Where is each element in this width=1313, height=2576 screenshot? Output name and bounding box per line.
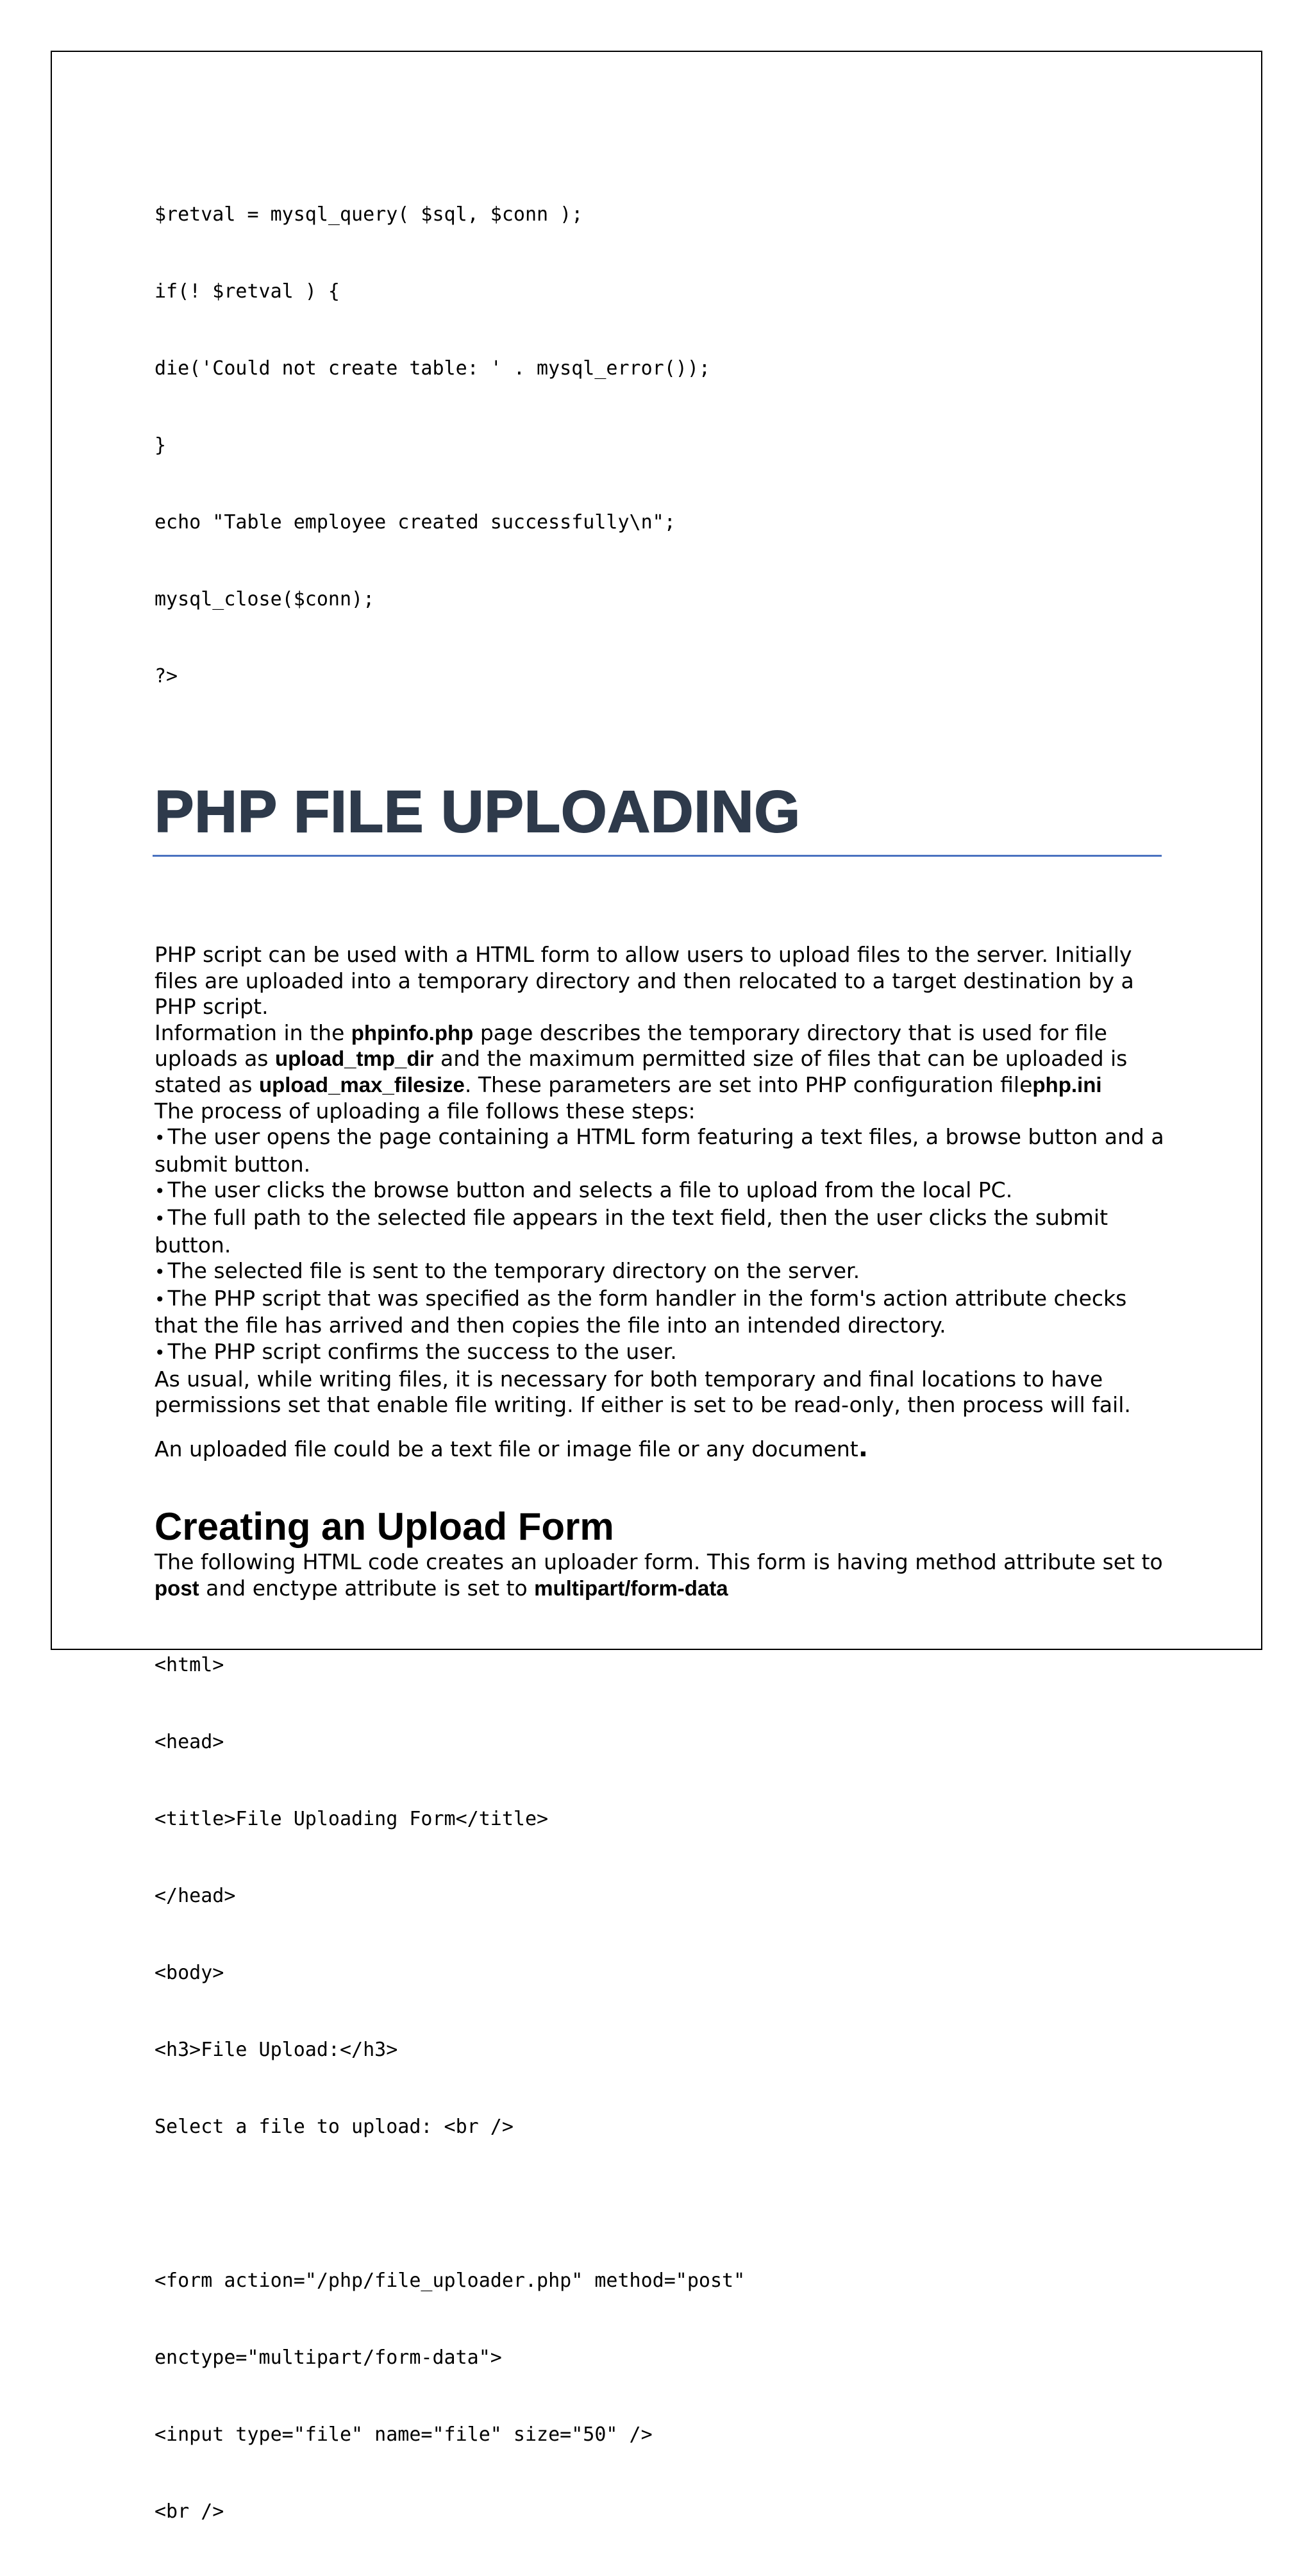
text-run: . <box>858 1433 868 1463</box>
keyword-upload-max-filesize: upload_max_filesize <box>258 1072 465 1097</box>
steps-intro: The process of uploading a file follows these steps: <box>155 1098 696 1124</box>
keyword-php-ini: php.ini <box>1032 1072 1102 1097</box>
code-blank-line <box>155 2191 1167 2217</box>
code-line: $retval = mysql_query( $sql, $conn ); <box>155 203 583 226</box>
intro-section <box>155 857 1167 1462</box>
code-line: mysql_close($conn); <box>155 588 375 610</box>
code-line: echo "Table employee created successfully\n"; <box>155 511 676 534</box>
section-title: Creating an Upload Form <box>155 1505 614 1549</box>
list-item <box>155 1124 1167 1177</box>
section-description <box>155 1549 1167 1601</box>
bullet-icon: • <box>155 1208 165 1229</box>
bullet-icon: • <box>155 1261 165 1283</box>
list-item-text: The selected file is sent to the temporary directory on the server. <box>167 1258 860 1284</box>
code-line: </head> <box>155 1885 236 1908</box>
code-line: <br /> <box>155 2500 224 2523</box>
list-item-text: The full path to the selected file appears in the text field, then the user clicks the submit button. <box>155 1204 1108 1258</box>
intro-paragraph: PHP script can be used with a HTML form to allow users to upload files to the server. Initially files are uploaded into a temporary directory and then relocated to a target destination by a PHP script. <box>155 942 1134 1020</box>
code-line: <form action="/php/file_uploader.php" method="post" <box>155 2269 746 2293</box>
keyword-multipart-form-data: multipart/form-data <box>534 1576 728 1600</box>
code-line: <body> <box>155 1962 224 1985</box>
code-line: <input type="file" name="file" size="50" /> <box>155 2423 653 2446</box>
text-run: and enctype attribute is set to <box>199 1575 535 1601</box>
bullet-icon: • <box>155 1127 165 1149</box>
code-line: <head> <box>155 1731 224 1754</box>
code-line: die('Could not create table: ' . mysql_error()); <box>155 357 710 380</box>
bullet-icon: • <box>155 1342 165 1363</box>
bullet-icon: • <box>155 1288 165 1310</box>
code-line: enctype="multipart/form-data"> <box>155 2346 502 2370</box>
code-line: if(! $retval ) { <box>155 280 340 303</box>
code-line: } <box>155 434 167 457</box>
list-item-text: The PHP script that was specified as the form handler in the form's action attribute checks that the file has arrived and then copies the file into an intended directory. <box>155 1285 1127 1338</box>
list-item <box>155 1339 1167 1367</box>
code-line: <html> <box>155 1654 224 1677</box>
keyword-phpinfo: phpinfo.php <box>351 1020 474 1045</box>
permissions-paragraph: As usual, while writing files, it is necessary for both temporary and final locations to have permissions set that enable file writing. If either is set to be read-only, then process will fail. <box>155 1366 1131 1418</box>
list-item <box>155 1177 1167 1205</box>
list-item <box>155 1205 1167 1258</box>
keyword-post: post <box>155 1576 199 1600</box>
code-line: ?> <box>155 665 178 687</box>
list-item <box>155 1258 1167 1286</box>
code-line: Select a file to upload: <br /> <box>155 2116 514 2139</box>
list-item-text: The user opens the page containing a HTML form featuring a text files, a browse button and a submit button. <box>155 1124 1164 1177</box>
list-item-text: The PHP script confirms the success to the user. <box>167 1338 677 1364</box>
keyword-upload-tmp-dir: upload_tmp_dir <box>274 1047 434 1071</box>
page-title: PHP FILE UPLOADING <box>155 779 801 845</box>
text-run: The following HTML code creates an uploader form. This form is having method attribute set to <box>155 1549 1163 1575</box>
bullet-icon: • <box>155 1181 165 1202</box>
code-line: <h3>File Upload:</h3> <box>155 2039 398 2062</box>
code-line: <title>File Uploading Form</title> <box>155 1808 549 1831</box>
document-content <box>155 151 1167 2576</box>
uploaded-file-paragraph <box>155 1435 1167 1463</box>
list-item-text: The user clicks the browse button and selects a file to upload from the local PC. <box>167 1177 1013 1203</box>
text-run: page describes the temporary directory that is used for file uploads as <box>155 1020 1107 1072</box>
code-block-mysql <box>155 151 1167 741</box>
code-block-upload-form <box>155 1601 1167 2576</box>
text-run: An uploaded file could be a text file or image file or any document <box>155 1436 858 1461</box>
text-run: Information in the <box>155 1020 351 1045</box>
list-item <box>155 1286 1167 1339</box>
text-run: . These parameters are set into PHP configuration file <box>464 1072 1033 1097</box>
phpinfo-paragraph <box>155 1020 1167 1099</box>
text-run: and the maximum permitted size of files that can be uploaded is stated as <box>155 1046 1128 1097</box>
